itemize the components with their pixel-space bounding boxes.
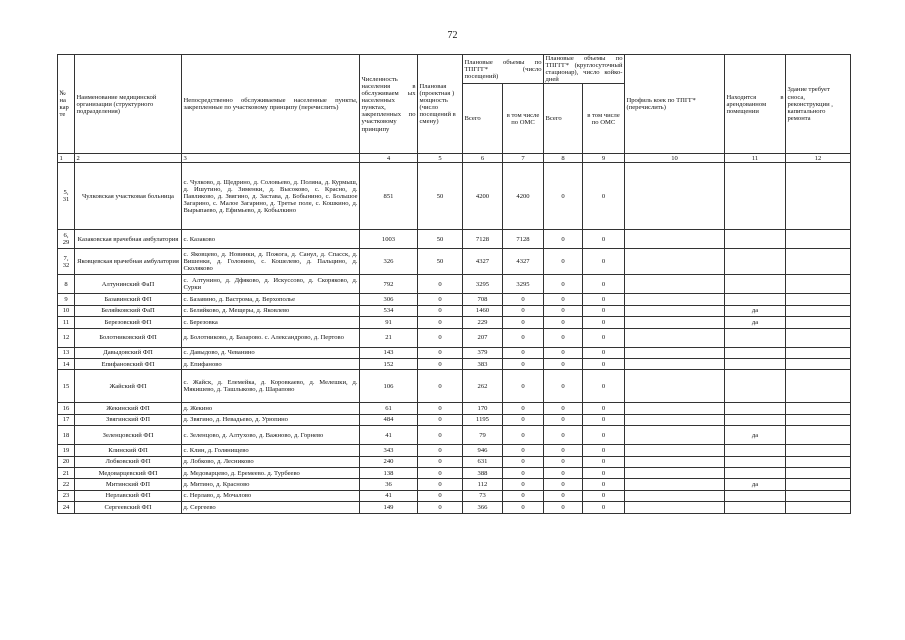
capacity-value: 0 (418, 359, 463, 370)
beds-total-value: 0 (544, 403, 583, 414)
visits-oms-value: 3295 (503, 275, 544, 294)
beds-oms-value: 0 (583, 163, 625, 230)
facility-name: Лобковский ФП (75, 456, 182, 467)
beds-oms-value: 0 (583, 317, 625, 328)
capacity-value: 0 (418, 445, 463, 456)
table-row (58, 249, 851, 275)
settlements-list: д. Жекино (182, 403, 360, 414)
row-number: 5, 31 (58, 163, 75, 230)
bed-profile-value (625, 305, 725, 316)
header-population: Численность населения в обслуживаем ых населенных пунктах, закрепленных по участковому принципу (360, 55, 418, 154)
repair-value (786, 426, 851, 445)
repair-value (786, 414, 851, 425)
header-visits-oms: в том числе по ОМС (503, 84, 544, 154)
facility-name: Березовский ФП (75, 317, 182, 328)
repair-value (786, 502, 851, 513)
table-row (58, 490, 851, 501)
visits-oms-value: 0 (503, 305, 544, 316)
table-row (58, 502, 851, 513)
table-row (58, 347, 851, 358)
row-number: 20 (58, 456, 75, 467)
visits-oms-value: 0 (503, 403, 544, 414)
beds-oms-value: 0 (583, 230, 625, 249)
beds-oms-value: 0 (583, 479, 625, 490)
facility-name: Казаковская врачебная амбулатория (75, 230, 182, 249)
beds-oms-value: 0 (583, 490, 625, 501)
row-number: 19 (58, 445, 75, 456)
beds-oms-value: 0 (583, 403, 625, 414)
repair-value (786, 370, 851, 403)
visits-oms-value: 0 (503, 467, 544, 478)
settlements-list: с. Яковцево, д. Новинки, д. Пожога, д. Санул, д. Спасск, д. Вишенки, д. Головино, с. Кошелево, д. Пальцино, д. Сколяково (182, 249, 360, 275)
visits-oms-value: 0 (503, 414, 544, 425)
beds-total-value: 0 (544, 328, 583, 347)
beds-total-value: 0 (544, 370, 583, 403)
rented-value (725, 414, 786, 425)
population-value: 149 (360, 502, 418, 513)
rented-value (725, 163, 786, 230)
rented-value: да (725, 305, 786, 316)
capacity-value: 50 (418, 249, 463, 275)
capacity-value: 0 (418, 370, 463, 403)
rented-value (725, 445, 786, 456)
rented-value: да (725, 479, 786, 490)
bed-profile-value (625, 317, 725, 328)
table-row (58, 275, 851, 294)
facility-name: Звягинский ФП (75, 414, 182, 425)
settlements-list: с. Казаково (182, 230, 360, 249)
beds-total-value: 0 (544, 305, 583, 316)
bed-profile-value (625, 479, 725, 490)
rented-value (725, 456, 786, 467)
column-number: 10 (625, 154, 725, 163)
beds-oms-value: 0 (583, 347, 625, 358)
beds-total-value: 0 (544, 426, 583, 445)
capacity-value: 0 (418, 403, 463, 414)
bed-profile-value (625, 294, 725, 305)
capacity-value: 0 (418, 275, 463, 294)
settlements-list: с. Алтунино, д. Дфяково, д. Искуссово, д. Скоряково, д. Сурки (182, 275, 360, 294)
repair-value (786, 359, 851, 370)
visits-total-value: 631 (463, 456, 503, 467)
settlements-list: д. Сергеево (182, 502, 360, 513)
population-value: 484 (360, 414, 418, 425)
capacity-value: 0 (418, 490, 463, 501)
beds-oms-value: 0 (583, 467, 625, 478)
visits-total-value: 946 (463, 445, 503, 456)
capacity-value: 0 (418, 467, 463, 478)
bed-profile-value (625, 163, 725, 230)
visits-total-value: 4200 (463, 163, 503, 230)
table-header (58, 55, 851, 163)
rented-value (725, 370, 786, 403)
row-number: 7, 32 (58, 249, 75, 275)
header-beds-group: Плановые объемы по ТПГГГ* (круглосуточный стационар), число койко-дней (545, 55, 623, 84)
facility-name: Болотниковский ФП (75, 328, 182, 347)
visits-total-value: 112 (463, 479, 503, 490)
population-value: 851 (360, 163, 418, 230)
capacity-value: 0 (418, 502, 463, 513)
table-row (58, 294, 851, 305)
header-name: Наименование медицинской организации (структурного подразделения) (75, 55, 182, 154)
beds-total-value: 0 (544, 479, 583, 490)
settlements-list: д. Митино, д. Красново (182, 479, 360, 490)
visits-total-value: 379 (463, 347, 503, 358)
beds-oms-value: 0 (583, 502, 625, 513)
visits-oms-value: 0 (503, 328, 544, 347)
medical-facilities-table (57, 54, 851, 514)
capacity-value: 0 (418, 456, 463, 467)
beds-oms-value: 0 (583, 414, 625, 425)
visits-total-value: 3295 (463, 275, 503, 294)
facility-name: Нерлавский ФП (75, 490, 182, 501)
header-beds-oms: в том числе по ОМС (583, 84, 625, 154)
settlements-list: с. Базавино, д. Вастрома, д. Верхополье (182, 294, 360, 305)
header-capacity: Плановая (проектная ) мощность (число посещений в смену) (418, 55, 463, 154)
bed-profile-value (625, 490, 725, 501)
rented-value (725, 275, 786, 294)
table-row (58, 456, 851, 467)
table-row (58, 426, 851, 445)
table-row (58, 163, 851, 230)
bed-profile-value (625, 502, 725, 513)
rented-value (725, 502, 786, 513)
repair-value (786, 163, 851, 230)
bed-profile-value (625, 359, 725, 370)
settlements-list: с. Чулково, д. Щедрино, д. Соловьево, д. Поляна, д. Курмыш, д. Ишутино, д. Зименки, д. Высоково, с. Красно, д. Павликово, д. Звягино, д. Застава, д. Бобынино, с. Большое Загарино, с. Малое Загарино, д. Третье поле, с. Кошкино, д. Вырыпаево, д. Ефимьево, д. Кобылкино (182, 163, 360, 230)
beds-oms-value: 0 (583, 305, 625, 316)
header-settlements: Непосредственно обслуживаемые населенные пункты, закрепленные по участковому принципу (перечислить) (182, 55, 360, 154)
settlements-list: с. Березовка (182, 317, 360, 328)
table-row (58, 317, 851, 328)
beds-total-value: 0 (544, 502, 583, 513)
visits-total-value: 73 (463, 490, 503, 501)
settlements-list: д. Звягино, д. Невадьево, д. Урюпино (182, 414, 360, 425)
table-row (58, 479, 851, 490)
row-number: 15 (58, 370, 75, 403)
rented-value (725, 347, 786, 358)
capacity-value: 50 (418, 230, 463, 249)
settlements-list: д. Лобково, д. Лесниково (182, 456, 360, 467)
visits-oms-value: 0 (503, 490, 544, 501)
population-value: 21 (360, 328, 418, 347)
visits-oms-value: 0 (503, 317, 544, 328)
bed-profile-value (625, 328, 725, 347)
rented-value (725, 294, 786, 305)
visits-oms-value: 0 (503, 456, 544, 467)
settlements-list: с. Беляйково, д. Мещеры, д. Яковлево (182, 305, 360, 316)
visits-total-value: 262 (463, 370, 503, 403)
bed-profile-value (625, 456, 725, 467)
settlements-list: с. Жайск, д. Елемейка, д. Коровкаево, д. Мелешки, д. Мякишево, д. Ташлыково, д. Шарапово (182, 370, 360, 403)
column-number: 9 (583, 154, 625, 163)
capacity-value: 50 (418, 163, 463, 230)
visits-total-value: 1195 (463, 414, 503, 425)
repair-value (786, 294, 851, 305)
row-number: 13 (58, 347, 75, 358)
repair-value (786, 445, 851, 456)
header-profile: Профиль коек по ТПГГ* (перечислить) (625, 55, 725, 154)
row-number: 22 (58, 479, 75, 490)
visits-oms-value: 0 (503, 359, 544, 370)
capacity-value: 0 (418, 414, 463, 425)
visits-total-value: 4327 (463, 249, 503, 275)
visits-total-value: 229 (463, 317, 503, 328)
column-number: 3 (182, 154, 360, 163)
bed-profile-value (625, 426, 725, 445)
header-rented: Находится в арендованном помещении (725, 55, 786, 154)
repair-value (786, 479, 851, 490)
column-number: 4 (360, 154, 418, 163)
visits-total-value: 1460 (463, 305, 503, 316)
beds-total-value: 0 (544, 347, 583, 358)
bed-profile-value (625, 445, 725, 456)
visits-oms-value: 0 (503, 445, 544, 456)
facility-name: Яковцевская врачебная амбулатория (75, 249, 182, 275)
row-number: 12 (58, 328, 75, 347)
row-number: 24 (58, 502, 75, 513)
visits-total-value: 366 (463, 502, 503, 513)
table-row (58, 370, 851, 403)
rented-value (725, 467, 786, 478)
table-row (58, 467, 851, 478)
capacity-value: 0 (418, 328, 463, 347)
column-number: 1 (58, 154, 75, 163)
facility-name: Епифановский ФП (75, 359, 182, 370)
visits-total-value: 79 (463, 426, 503, 445)
row-number: 23 (58, 490, 75, 501)
facility-name: Медоварцевский ФП (75, 467, 182, 478)
beds-total-value: 0 (544, 490, 583, 501)
beds-oms-value: 0 (583, 359, 625, 370)
facility-name: Алтунинский ФаП (75, 275, 182, 294)
population-value: 1003 (360, 230, 418, 249)
settlements-list: с. Давыдово, д. Чеванино (182, 347, 360, 358)
table-row (58, 328, 851, 347)
table-row (58, 305, 851, 316)
repair-value (786, 230, 851, 249)
capacity-value: 0 (418, 317, 463, 328)
visits-oms-value: 4200 (503, 163, 544, 230)
column-number: 2 (75, 154, 182, 163)
rented-value (725, 490, 786, 501)
rented-value (725, 403, 786, 414)
bed-profile-value (625, 275, 725, 294)
visits-oms-value: 7128 (503, 230, 544, 249)
visits-total-value: 388 (463, 467, 503, 478)
header-repair: Здание требует сноса, реконструкции , капитального ремонта (786, 55, 851, 154)
table-row (58, 230, 851, 249)
facility-name: Чулковская участковая больница (75, 163, 182, 230)
repair-value (786, 275, 851, 294)
beds-oms-value: 0 (583, 328, 625, 347)
row-number: 17 (58, 414, 75, 425)
population-value: 138 (360, 467, 418, 478)
beds-oms-value: 0 (583, 249, 625, 275)
repair-value (786, 467, 851, 478)
table-body (58, 163, 851, 513)
facility-name: Сергеевский ФП (75, 502, 182, 513)
table-row (58, 414, 851, 425)
row-number: 8 (58, 275, 75, 294)
row-number: 10 (58, 305, 75, 316)
bed-profile-value (625, 347, 725, 358)
capacity-value: 0 (418, 305, 463, 316)
population-value: 343 (360, 445, 418, 456)
settlements-list: с. Клин, д. Голянищево (182, 445, 360, 456)
visits-total-value: 170 (463, 403, 503, 414)
population-value: 106 (360, 370, 418, 403)
facility-name: Клинский ФП (75, 445, 182, 456)
page-number: 72 (447, 30, 458, 41)
visits-total-value: 708 (463, 294, 503, 305)
rented-value (725, 230, 786, 249)
header-visits-group: Плановые объемы по ТПГГГ* (число посещений) (463, 55, 544, 84)
visits-oms-value: 0 (503, 347, 544, 358)
column-number: 7 (503, 154, 544, 163)
row-number: 16 (58, 403, 75, 414)
beds-oms-value: 0 (583, 456, 625, 467)
facility-name: Митинский ФП (75, 479, 182, 490)
rented-value (725, 249, 786, 275)
table-row (58, 445, 851, 456)
repair-value (786, 490, 851, 501)
facility-name: Беляйковский ФаП (75, 305, 182, 316)
column-number: 11 (725, 154, 786, 163)
row-number: 18 (58, 426, 75, 445)
beds-total-value: 0 (544, 230, 583, 249)
population-value: 41 (360, 490, 418, 501)
column-number: 8 (544, 154, 583, 163)
repair-value (786, 347, 851, 358)
settlements-list: д. Епифаново (182, 359, 360, 370)
bed-profile-value (625, 370, 725, 403)
table-row (58, 403, 851, 414)
repair-value (786, 456, 851, 467)
rented-value: да (725, 317, 786, 328)
row-number: 9 (58, 294, 75, 305)
population-value: 326 (360, 249, 418, 275)
rented-value (725, 359, 786, 370)
capacity-value: 0 (418, 479, 463, 490)
repair-value (786, 317, 851, 328)
bed-profile-value (625, 403, 725, 414)
table-row (58, 359, 851, 370)
population-value: 240 (360, 456, 418, 467)
beds-total-value: 0 (544, 456, 583, 467)
visits-oms-value: 0 (503, 502, 544, 513)
facility-name: Базавинский ФП (75, 294, 182, 305)
row-number: 14 (58, 359, 75, 370)
facility-name: Зеленцовский ФП (75, 426, 182, 445)
beds-oms-value: 0 (583, 370, 625, 403)
visits-total-value: 207 (463, 328, 503, 347)
capacity-value: 0 (418, 426, 463, 445)
bed-profile-value (625, 230, 725, 249)
capacity-value: 0 (418, 294, 463, 305)
visits-oms-value: 0 (503, 426, 544, 445)
row-number: 21 (58, 467, 75, 478)
beds-oms-value: 0 (583, 294, 625, 305)
population-value: 143 (360, 347, 418, 358)
repair-value (786, 305, 851, 316)
population-value: 306 (360, 294, 418, 305)
capacity-value: 0 (418, 347, 463, 358)
beds-total-value: 0 (544, 294, 583, 305)
beds-total-value: 0 (544, 275, 583, 294)
repair-value (786, 249, 851, 275)
facility-name: Жайский ФП (75, 370, 182, 403)
rented-value: да (725, 426, 786, 445)
beds-oms-value: 0 (583, 426, 625, 445)
beds-total-value: 0 (544, 359, 583, 370)
beds-total-value: 0 (544, 249, 583, 275)
settlements-list: д. Болотниково, д. Базарово. с. Александрово, д. Пертово (182, 328, 360, 347)
column-number: 6 (463, 154, 503, 163)
column-number: 12 (786, 154, 851, 163)
visits-oms-value: 0 (503, 294, 544, 305)
header-visits-total: Всего (463, 84, 503, 154)
bed-profile-value (625, 249, 725, 275)
column-number-row (58, 154, 851, 163)
beds-oms-value: 0 (583, 445, 625, 456)
beds-total-value: 0 (544, 317, 583, 328)
header-beds-total: Всего (544, 84, 583, 154)
population-value: 36 (360, 479, 418, 490)
beds-total-value: 0 (544, 414, 583, 425)
population-value: 41 (360, 426, 418, 445)
visits-oms-value: 0 (503, 370, 544, 403)
bed-profile-value (625, 414, 725, 425)
row-number: 6, 29 (58, 230, 75, 249)
population-value: 792 (360, 275, 418, 294)
repair-value (786, 328, 851, 347)
beds-total-value: 0 (544, 163, 583, 230)
column-number: 5 (418, 154, 463, 163)
population-value: 91 (360, 317, 418, 328)
beds-oms-value: 0 (583, 275, 625, 294)
population-value: 152 (360, 359, 418, 370)
repair-value (786, 403, 851, 414)
population-value: 61 (360, 403, 418, 414)
population-value: 534 (360, 305, 418, 316)
visits-total-value: 7128 (463, 230, 503, 249)
bed-profile-value (625, 467, 725, 478)
visits-oms-value: 4327 (503, 249, 544, 275)
header-num: № на кар те (58, 55, 75, 154)
settlements-list: с. Нерлаво, д. Мочалово (182, 490, 360, 501)
row-number: 11 (58, 317, 75, 328)
settlements-list: д. Медоварцево, д. Еремеево. д. Турбеево (182, 467, 360, 478)
beds-total-value: 0 (544, 467, 583, 478)
rented-value (725, 328, 786, 347)
settlements-list: с. Зеленцово, д. Алтухово, д. Важново, д. Горнево (182, 426, 360, 445)
visits-oms-value: 0 (503, 479, 544, 490)
beds-total-value: 0 (544, 445, 583, 456)
visits-total-value: 383 (463, 359, 503, 370)
facility-name: Давыдовский ФП (75, 347, 182, 358)
facility-name: Жекинский ФП (75, 403, 182, 414)
